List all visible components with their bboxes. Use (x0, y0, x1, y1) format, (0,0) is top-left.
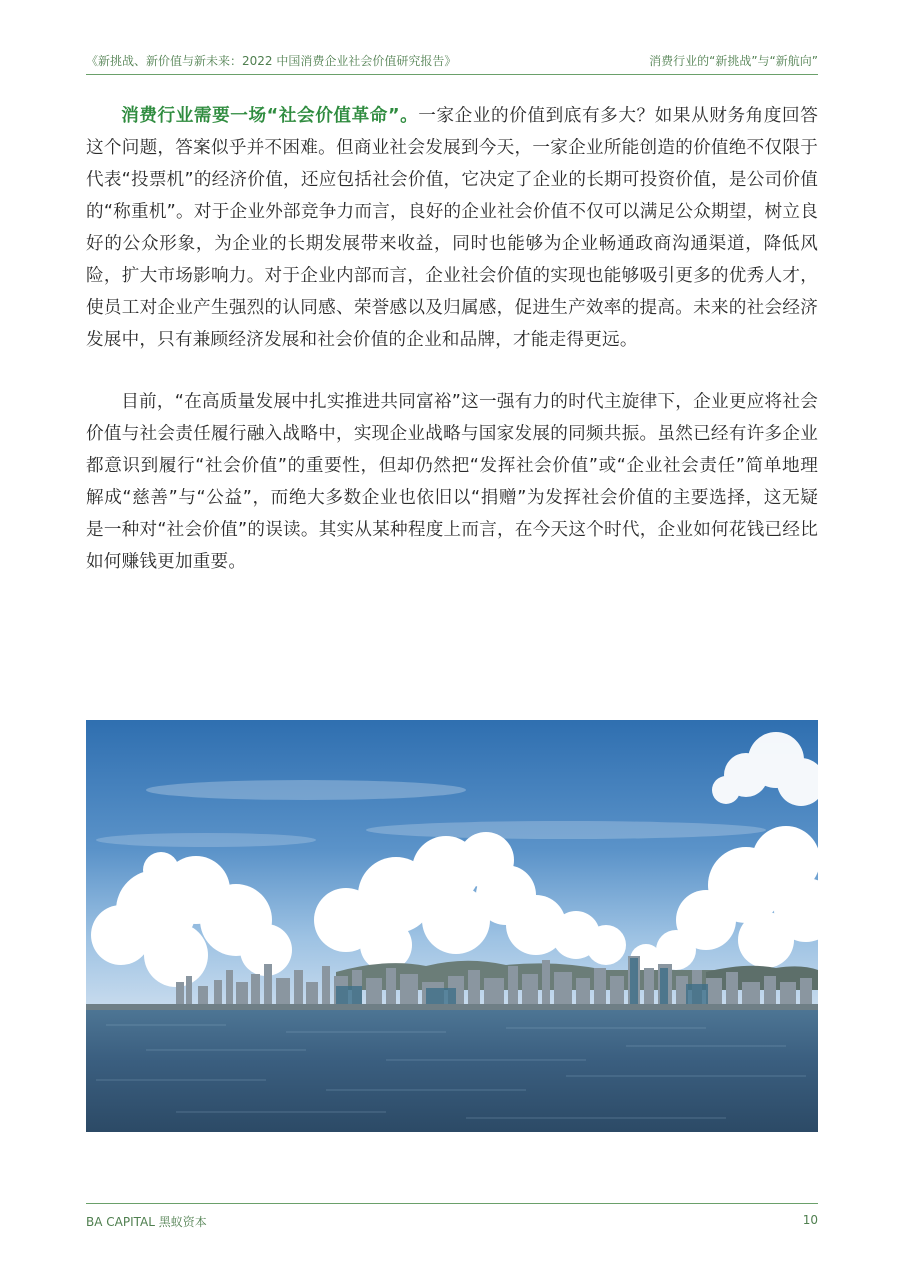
harbour-skyline-photo (86, 720, 818, 1132)
paragraph-1-text: 一家企业的价值到底有多大？如果从财务角度回答这个问题，答案似乎并不困难。但商业社会发展到今天，一家企业所能创造的价值绝不仅限于代表“投票机”的经济价值，还应包括社会价值，它决定了企业的长期可投资价值，是公司价值的“称重机”。对于企业外部竞争力而言，良好的企业社会价值不仅可以满足公众期望，树立良好的公众形象，为企业的长期发展带来收益，同时也能够为企业畅通政商沟通渠道，降低风险，扩大市场影响力。对于企业内部而言，企业社会价值的实现也能够吸引更多的优秀人才，使员工对企业产生强烈的认同感、荣誉感以及归属感，促进生产效率的提高。未来的社会经济发展中，只有兼顾经济发展和社会价值的企业和品牌，才能走得更远。 (86, 106, 818, 350)
paragraph-2: 目前，“在高质量发展中扎实推进共同富裕”这一强有力的时代主旋律下，企业更应将社会价值与社会责任履行融入战略中，实现企业战略与国家发展的同频共振。虽然已经有许多企业都意识到履行“社会价值”的重要性，但却仍然把“发挥社会价值”或“企业社会责任”简单地理解成“慈善”与“公益”，而绝大多数企业也依旧以“捐赠”为发挥社会价值的主要选择，这无疑是一种对“社会价值”的误读。其实从某种程度上而言，在今天这个时代，企业如何花钱已经比如何赚钱更加重要。 (86, 392, 818, 572)
page-footer (86, 1203, 818, 1234)
page-number: 10 (802, 1213, 818, 1227)
page-header (86, 50, 818, 75)
main-content (86, 100, 818, 578)
paragraph-1 (86, 100, 818, 356)
report-title: 《新挑战、新价值与新未来：2022 中国消费企业社会价值研究报告》 (86, 54, 457, 68)
paragraph-1-lead: 消费行业需要一场“社会价值革命”。 (121, 106, 419, 126)
section-title: 消费行业的“新挑战”与“新航向” (649, 54, 818, 68)
brand-name: BA CAPITAL 黑蚁资本 (86, 1215, 207, 1229)
